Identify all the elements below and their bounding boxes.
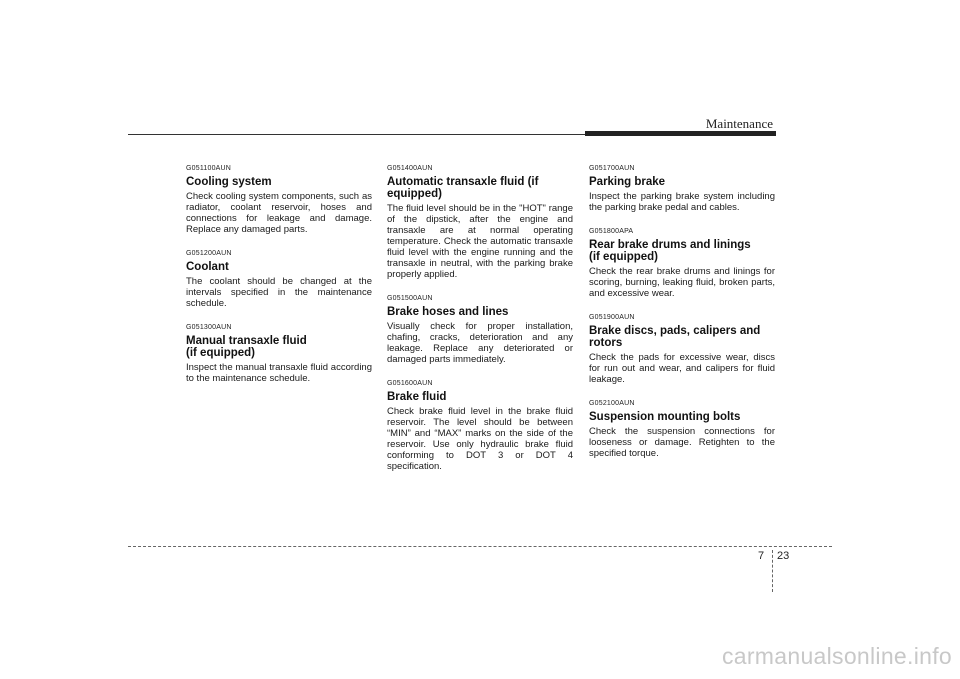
section-code: G051800APA: [589, 228, 634, 235]
section-title: Brake fluid: [387, 391, 447, 403]
section-suspension-mounting-bolts: [589, 400, 775, 459]
chapter-number: 7: [758, 550, 765, 562]
section-code: G051600AUN: [387, 380, 433, 387]
section-brake-discs: [589, 314, 775, 385]
section-body: Inspect the manual transaxle fluid according to the maintenance schedule.: [186, 362, 372, 384]
section-code: G051700AUN: [589, 165, 635, 172]
section-code: G051900AUN: [589, 314, 635, 321]
content-column-3: [589, 165, 775, 474]
section-cooling-system: [186, 165, 372, 235]
section-code: G051200AUN: [186, 250, 232, 257]
section-brake-fluid: [387, 380, 573, 472]
header-title: Maintenance: [705, 116, 773, 131]
section-body: Check the rear brake drums and linings for scoring, burning, leaking fluid, broken parts, and excessive wear.: [589, 266, 775, 299]
section-coolant: [186, 250, 372, 309]
footer-rule: [128, 546, 832, 547]
section-body: Check the suspension connections for looseness or damage. Retighten to the specified torque.: [589, 426, 775, 459]
section-body: Inspect the parking brake system including the parking brake pedal and cables.: [589, 191, 775, 213]
section-brake-hoses-and-lines: [387, 295, 573, 365]
section-code: G052100AUN: [589, 400, 635, 407]
section-rear-brake-drums: [589, 228, 775, 299]
section-code: G051100AUN: [186, 165, 232, 172]
section-body: The fluid level should be in the "HOT" range of the dipstick, after the engine and transaxle are at normal operating temperature. Check the automatic transaxle fluid level with the engine running and the transaxle in neutral, with the parking brake properly applied.: [387, 203, 573, 280]
content-column-2: [387, 165, 573, 487]
page-number-divider: [772, 550, 773, 592]
header-bar: [585, 131, 776, 136]
section-title: Automatic transaxle fluid (if equipped): [387, 176, 539, 200]
section-title: Coolant: [186, 261, 229, 273]
section-title: Cooling system: [186, 176, 272, 188]
watermark-text: carmanualsonline.info: [721, 643, 952, 669]
section-title: Manual transaxle fluid (if equipped): [186, 335, 307, 359]
section-title: Rear brake drums and linings (if equipped): [589, 239, 751, 263]
section-title: Suspension mounting bolts: [589, 411, 741, 423]
section-title: Brake hoses and lines: [387, 306, 509, 318]
section-code: G051400AUN: [387, 165, 433, 172]
section-body: Check the pads for excessive wear, discs for run out and wear, and calipers for fluid leakage.: [589, 352, 775, 385]
section-title: Parking brake: [589, 176, 666, 188]
section-body: The coolant should be changed at the intervals specified in the maintenance schedule.: [186, 276, 372, 309]
section-body: Visually check for proper installation, chafing, cracks, deterioration and any leakage. Replace any deteriorated or damaged parts immediately.: [387, 321, 573, 365]
section-title: Brake discs, pads, calipers and rotors: [589, 325, 761, 349]
section-code: G051300AUN: [186, 324, 232, 331]
section-automatic-transaxle-fluid: [387, 165, 573, 280]
section-code: G051500AUN: [387, 295, 433, 302]
section-body: Check brake fluid level in the brake fluid reservoir. The level should be between “MIN” and “MAX” marks on the side of the reservoir. Use only hydraulic brake fluid conforming to DOT 3 or DOT 4 specification.: [387, 406, 573, 472]
section-parking-brake: [589, 165, 775, 213]
content-column-1: [186, 165, 372, 399]
section-body: Check cooling system components, such as radiator, coolant reservoir, hoses and connections for leakage and damage. Replace any damaged parts.: [186, 191, 372, 235]
section-manual-transaxle-fluid: [186, 324, 372, 384]
page-number: 23: [777, 550, 790, 562]
